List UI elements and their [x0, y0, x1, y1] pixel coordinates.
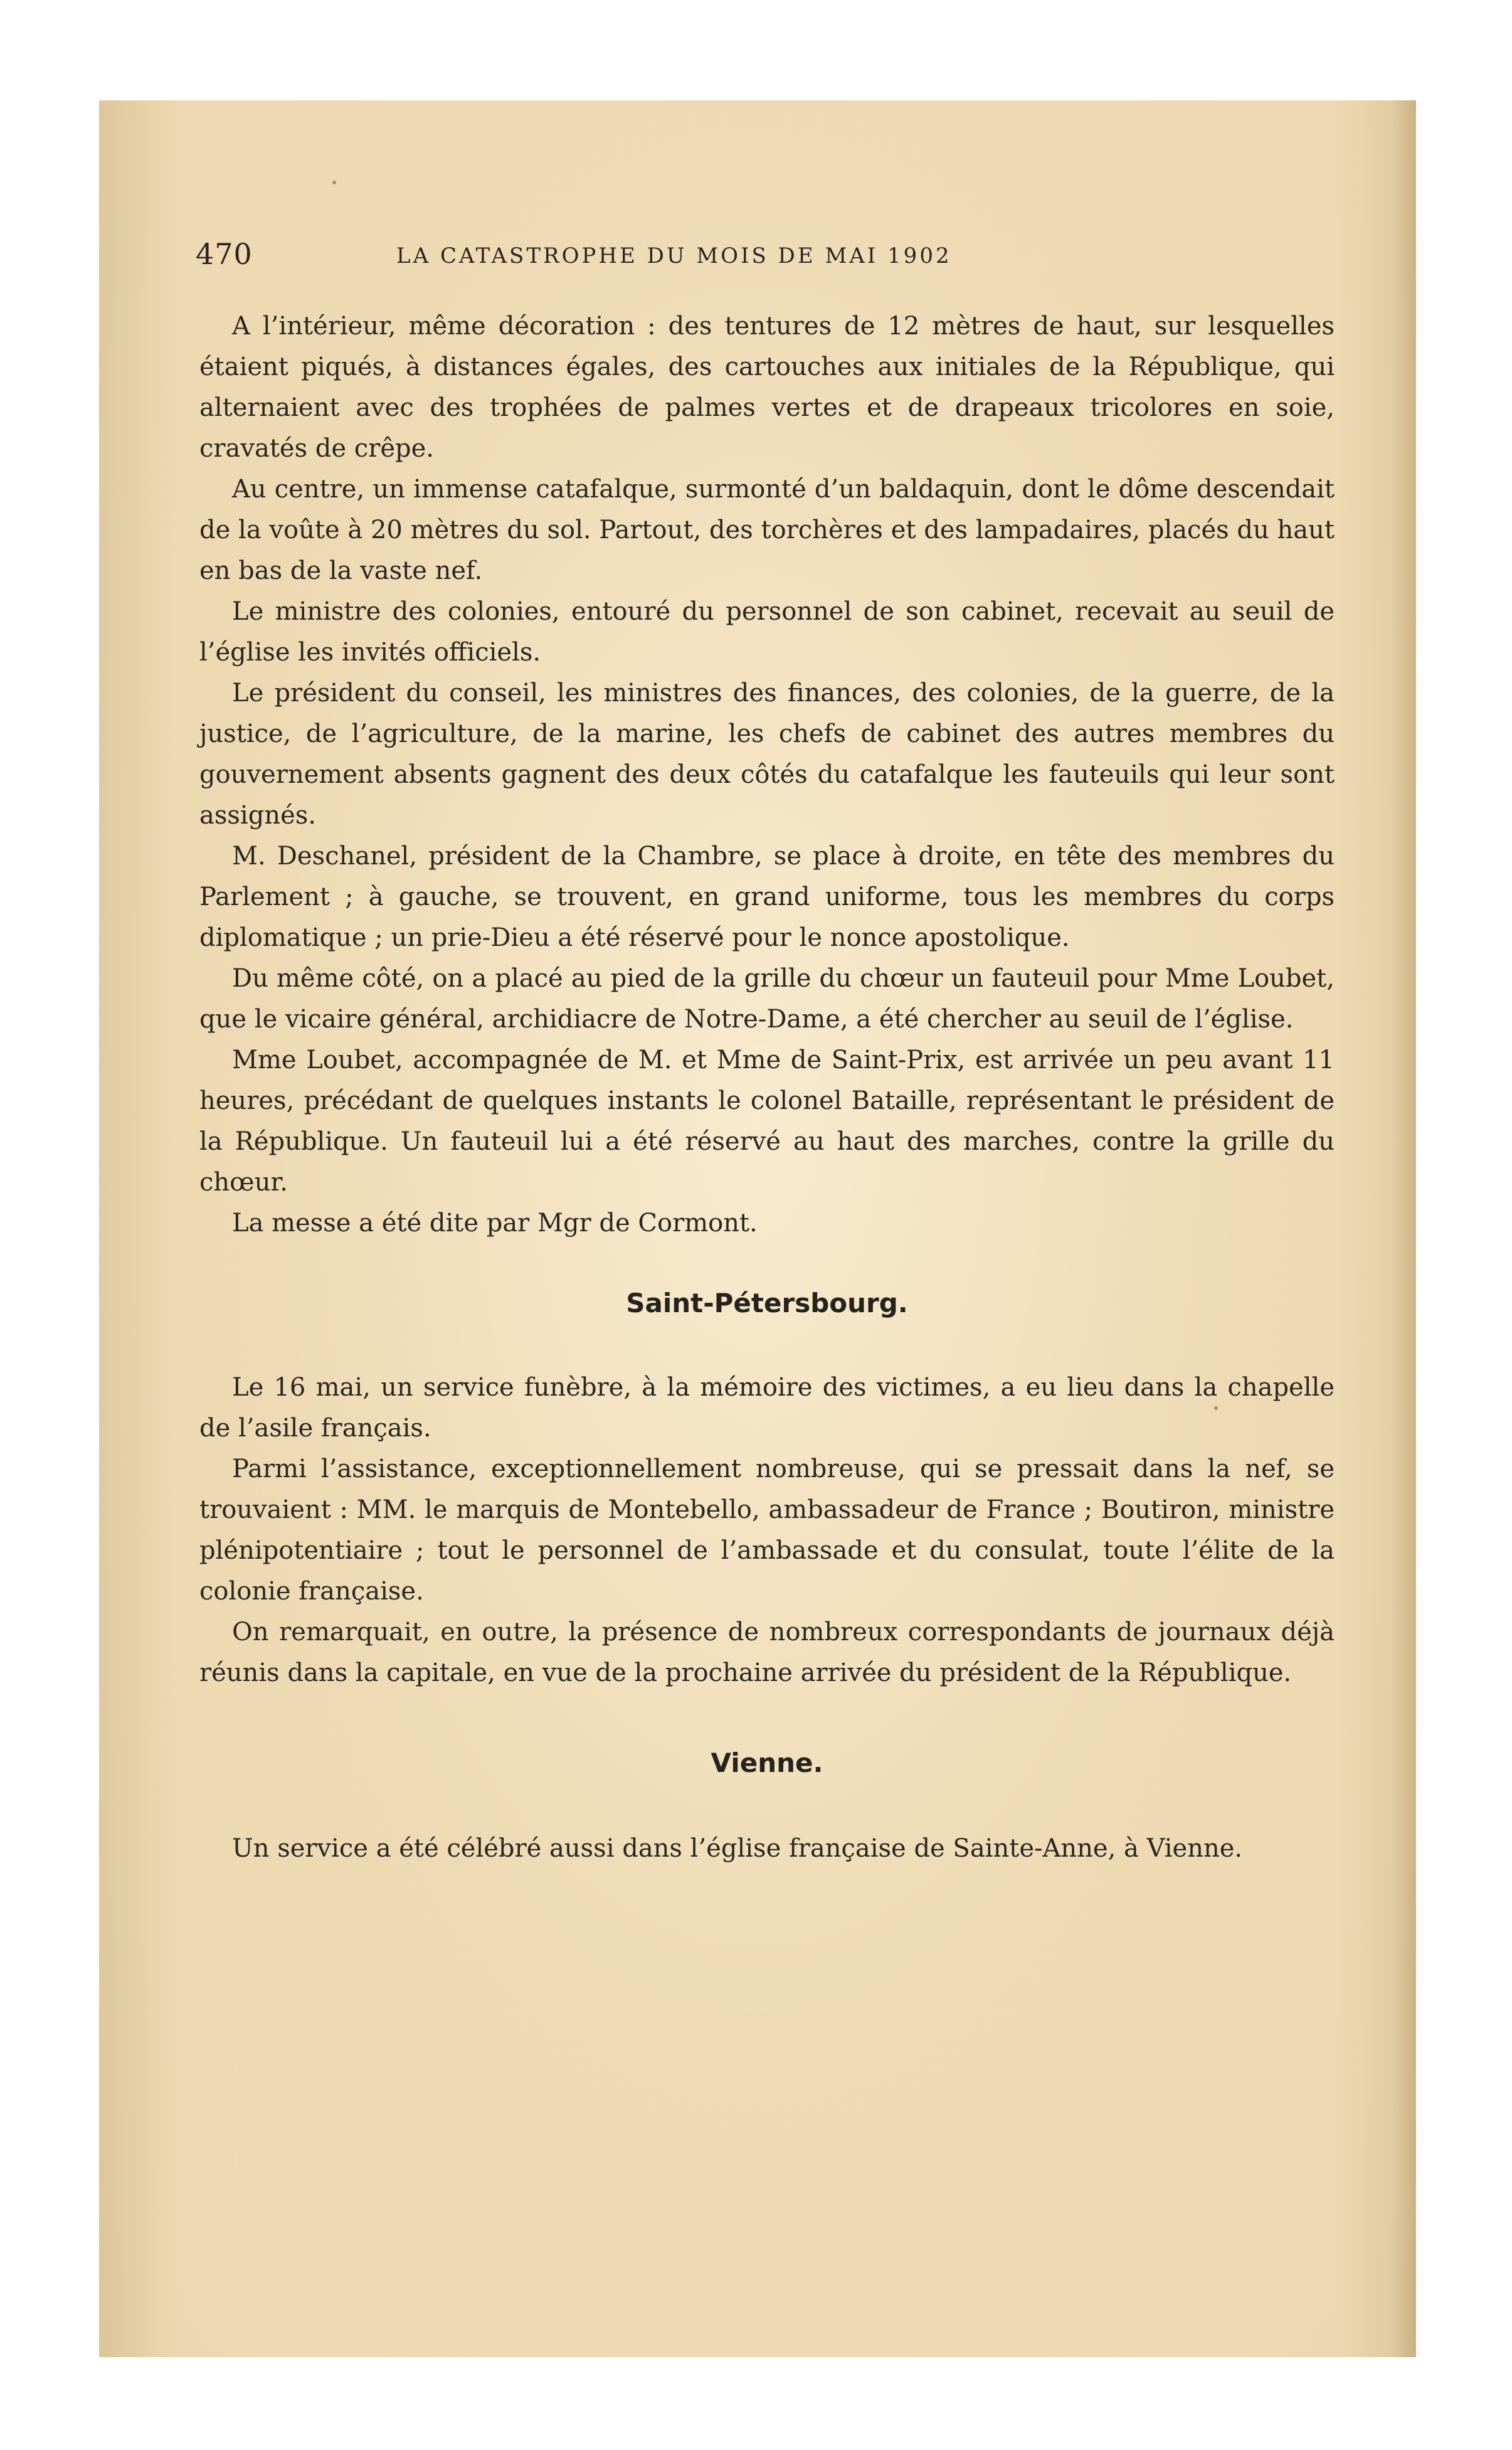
paragraph: A l’intérieur, même décoration : des tentures de 12 mètres de haut, sur lesquelles étaient piqués, à distances égales, des cartouches aux initiales de la République, qui alternaient avec des trophées de palmes vertes et de drapeaux tricolores en soie, cravatés de crêpe. [199, 312, 1335, 463]
paragraph: Du même côté, on a placé au pied de la grille du chœur un fauteuil pour Mme Loubet, que le vicaire général, archidiacre de Notre-Dame, a été chercher au seuil de l’église. [199, 964, 1335, 1034]
paragraph: Parmi l’assistance, exceptionnellement nombreuse, qui se pressait dans la nef, se trouvaient : MM. le marquis de Montebello, ambassadeur de France ; Boutiron, ministre plénipotentiaire ; tout le personnel de l’ambassade et du consulat, toute l’élite de la colonie française. [199, 1455, 1335, 1606]
paragraph: Mme Loubet, accompagnée de M. et Mme de Saint-Prix, est arrivée un peu avant 11 heures, précédant de quelques instants le colonel Bataille, représentant le président de la République. Un fauteuil lui a été réservé au haut des marches, contre la grille du chœur. [199, 1046, 1335, 1197]
paper-speck [332, 181, 336, 184]
paragraph: La messe a été dite par Mgr de Cormont. [232, 1209, 758, 1238]
paragraph: M. Deschanel, président de la Chambre, se place à droite, en tête des membres du Parlement ; à gauche, se trouvent, en grand uniforme, tous les membres du corps diplomatique ; un prie-Dieu a été réservé pour le nonce apostolique. [199, 842, 1335, 952]
running-header [196, 237, 1136, 287]
paragraph: On remarquait, en outre, la présence de nombreux correspondants de journaux déjà réunis dans la capitale, en vue de la prochaine arrivée du président de la République. [199, 1618, 1335, 1687]
page-number: 470 [196, 237, 253, 271]
paragraph: Le ministre des colonies, entouré du personnel de son cabinet, recevait au seuil de l’église les invités officiels. [199, 597, 1335, 667]
paragraph: Le président du conseil, les ministres des finances, des colonies, de la guerre, de la justice, de l’agriculture, de la marine, les chefs de cabinet des autres membres du gouvernement absents gagnent des deux côtés du catafalque les fauteuils qui leur sont assignés. [199, 679, 1335, 830]
paragraph: Au centre, un immense catafalque, surmonté d’un baldaquin, dont le dôme descendait de la voûte à 20 mètres du sol. Partout, des torchères et des lampadaires, placés du haut en bas de la vaste nef. [199, 475, 1335, 585]
section-heading-vienne: Vienne. [711, 1747, 823, 1778]
paragraph: Un service a été célébré aussi dans l’église française de Sainte-Anne, à Vienne. [232, 1834, 1243, 1863]
paragraph: Le 16 mai, un service funèbre, à la mémoire des victimes, a eu lieu dans la chapelle de l’asile français. [199, 1373, 1335, 1443]
page-edge-shadow [1391, 100, 1416, 2357]
running-title: LA CATASTROPHE DU MOIS DE MAI 1902 [396, 243, 952, 268]
section-heading-saint-petersbourg: Saint-Pétersbourg. [626, 1288, 908, 1318]
body-text [199, 306, 1335, 1869]
